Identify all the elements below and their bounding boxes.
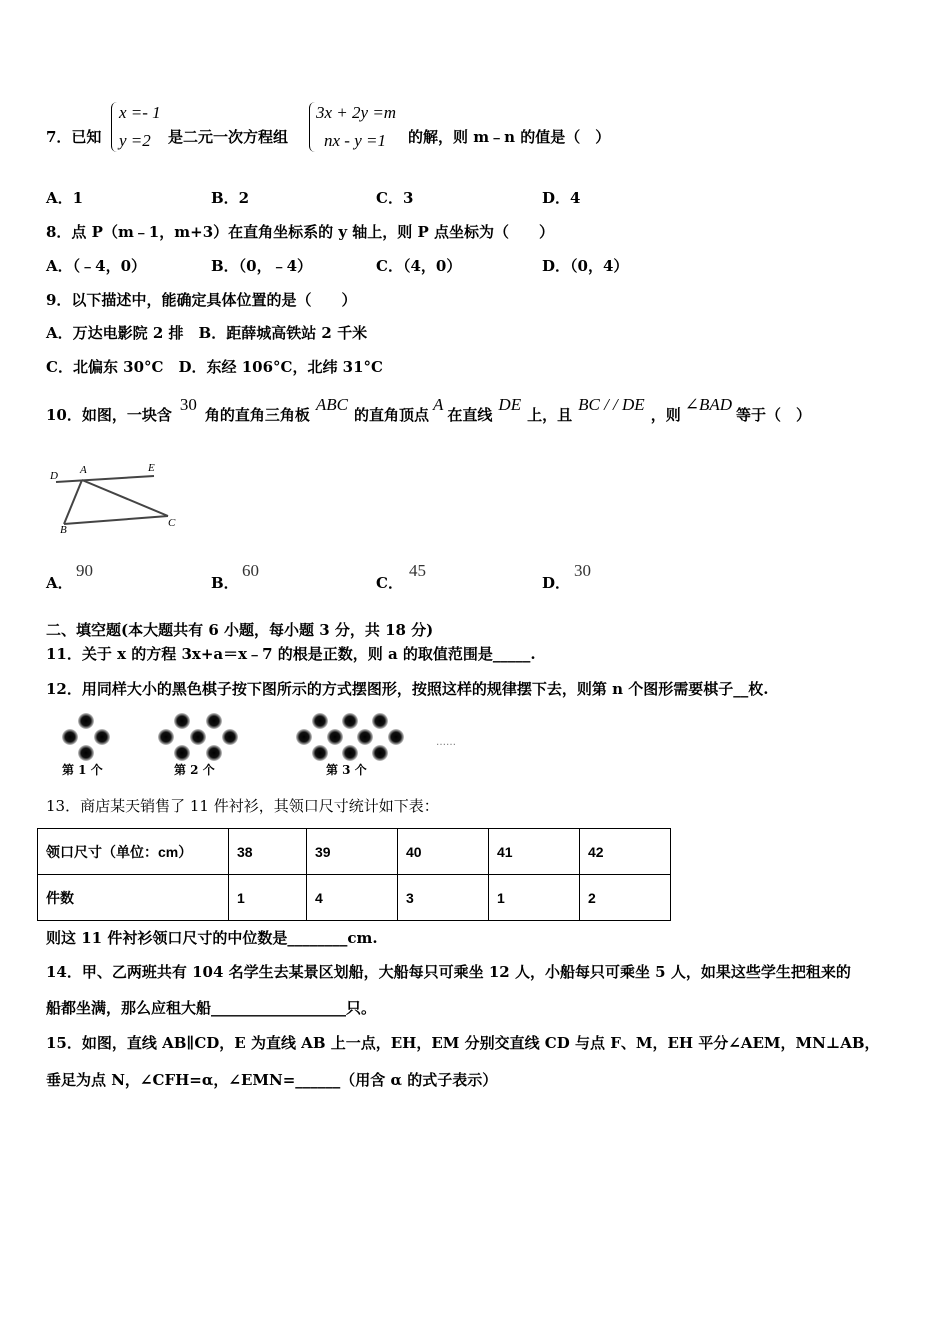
pattern-ellipsis: ……	[436, 737, 456, 748]
q12-question: 12．用同样大小的黑色棋子按下图所示的方式摆图形，按照这样的规律摆下去，则第 n 个图形需要棋子__枚.	[46, 680, 769, 698]
q10-math: 30	[179, 395, 197, 414]
pattern-3	[296, 713, 404, 761]
q10-text: 上，且	[527, 406, 573, 424]
q10-text: 等于（ ）	[736, 406, 812, 424]
q13-followup: 则这 11 件衬衫领口尺寸的中位数是________cm.	[46, 929, 378, 947]
q9-options-cd[interactable]: C．北偏东 30°C D．东经 106°C，北纬 31°C	[46, 358, 383, 376]
q10-math: ∠BAD	[684, 395, 733, 414]
q10-triangle-figure	[46, 458, 191, 536]
q14-line-1: 14．甲、乙两班共有 104 名学生去某景区划船，大船每只可乘坐 12 人，小船每只可乘坐 5 人，如果这些学生把租来的	[46, 963, 851, 981]
q10-option-b-value: 60	[242, 561, 259, 580]
table-cell: 3	[398, 875, 489, 921]
left-brace-icon	[111, 102, 118, 152]
side-ac	[82, 480, 168, 516]
label-c: C	[168, 517, 176, 529]
q8-option-c[interactable]: C．（4，0）	[376, 257, 462, 275]
q7-middle: 是二元一次方程组	[168, 128, 289, 146]
q7-suffix: 的解，则 m﹣n 的值是（ ）	[408, 128, 611, 146]
q7-solution-system	[119, 99, 161, 155]
table-cell: 42	[580, 829, 671, 875]
pattern-2-caption: 第 2 个	[174, 763, 215, 777]
q10-text: ，则	[650, 406, 681, 424]
q10-option-d[interactable]: D．	[542, 574, 571, 592]
table-cell: 38	[229, 829, 307, 875]
q10-text: 角的直角三角板	[204, 406, 310, 424]
q10-math: BC / / DE	[578, 395, 645, 414]
q7-option-c[interactable]: C．3	[376, 189, 414, 207]
section-heading: 二、填空题(本大题共有 6 小题，每小题 3 分，共 18 分)	[46, 621, 434, 639]
q9-options-ab[interactable]: A．万达电影院 2 排 B．距薛城高铁站 2 千米	[46, 324, 368, 342]
q13-question: 13．商店某天销售了 11 件衬衫，其领口尺寸统计如下表：	[46, 797, 439, 815]
q7-option-b[interactable]: B．2	[211, 189, 250, 207]
table-cell: 1	[489, 875, 580, 921]
q10-math: ABC	[315, 395, 348, 414]
q7-option-d[interactable]: D．4	[542, 189, 581, 207]
collar-size-table	[37, 828, 671, 921]
equation-line: x =- 1	[119, 103, 161, 122]
q10-text: 10．如图，一块含	[46, 406, 172, 424]
table-cell: 2	[580, 875, 671, 921]
q11-question: 11．关于 x 的方程 3x+a＝x﹣7 的根是正数，则 a 的取值范围是_____.	[46, 645, 536, 663]
q15-line-1: 15．如图，直线 AB∥CD，E 为直线 AB 上一点，EH，EM 分别交直线 CD 与点 F、M，EH 平分∠AEM，MN⊥AB，	[46, 1034, 880, 1052]
q8-option-a[interactable]: A．（﹣4，0）	[46, 257, 147, 275]
q7-prefix: 7．已知	[46, 128, 102, 146]
label-a: A	[80, 464, 87, 476]
q10-option-a-value: 90	[76, 561, 93, 580]
equation-line: nx - y =1	[324, 131, 386, 150]
label-d: D	[50, 470, 58, 482]
q12-pattern-figure	[50, 708, 470, 778]
pattern-3-caption: 第 3 个	[326, 763, 367, 777]
label-b: B	[60, 524, 67, 536]
q10-option-d-value: 30	[574, 561, 591, 580]
label-e: E	[148, 462, 155, 474]
table-cell: 39	[307, 829, 398, 875]
q10-option-b[interactable]: B．	[211, 574, 239, 592]
table-cell: 1	[229, 875, 307, 921]
left-brace-icon	[309, 102, 316, 152]
side-bc	[64, 516, 168, 524]
table-header-cell: 件数	[38, 875, 229, 921]
table-row	[38, 875, 671, 921]
q8-option-d[interactable]: D．（0，4）	[542, 257, 629, 275]
q7-equation-system	[316, 99, 396, 155]
pattern-1-caption: 第 1 个	[62, 763, 103, 777]
q10-option-a[interactable]: A．	[46, 574, 73, 592]
table-cell: 41	[489, 829, 580, 875]
q10-text: 的直角顶点	[354, 406, 430, 424]
q9-question: 9．以下描述中，能确定具体位置的是（ ）	[46, 291, 357, 309]
q10-text: 在直线	[447, 406, 493, 424]
equation-line: y =2	[119, 131, 151, 150]
q10-option-c[interactable]: C．	[376, 574, 403, 592]
q8-question: 8．点 P（m﹣1，m+3）在直角坐标系的 y 轴上，则 P 点坐标为（ ）	[46, 223, 555, 241]
q15-line-2: 垂足为点 N，∠CFH=α，∠EMN=______（用含 α 的式子表示）	[46, 1071, 498, 1089]
q10-question	[46, 395, 812, 425]
q14-line-2: 船都坐满，那么应租大船__________________只。	[46, 999, 377, 1017]
q10-option-c-value: 45	[409, 561, 426, 580]
side-ab	[64, 480, 82, 524]
q8-option-b[interactable]: B．（0，﹣4）	[211, 257, 313, 275]
equation-line: 3x + 2y =m	[316, 103, 397, 122]
q10-math: A	[433, 395, 444, 414]
line-de	[56, 476, 154, 482]
table-cell: 4	[307, 875, 398, 921]
table-cell: 40	[398, 829, 489, 875]
q10-math: DE	[498, 395, 522, 414]
table-row	[38, 829, 671, 875]
pattern-2	[158, 713, 238, 761]
q7-option-a[interactable]: A．1	[46, 189, 84, 207]
table-header-cell: 领口尺寸（单位：cm）	[38, 829, 229, 875]
pattern-1	[62, 713, 110, 761]
